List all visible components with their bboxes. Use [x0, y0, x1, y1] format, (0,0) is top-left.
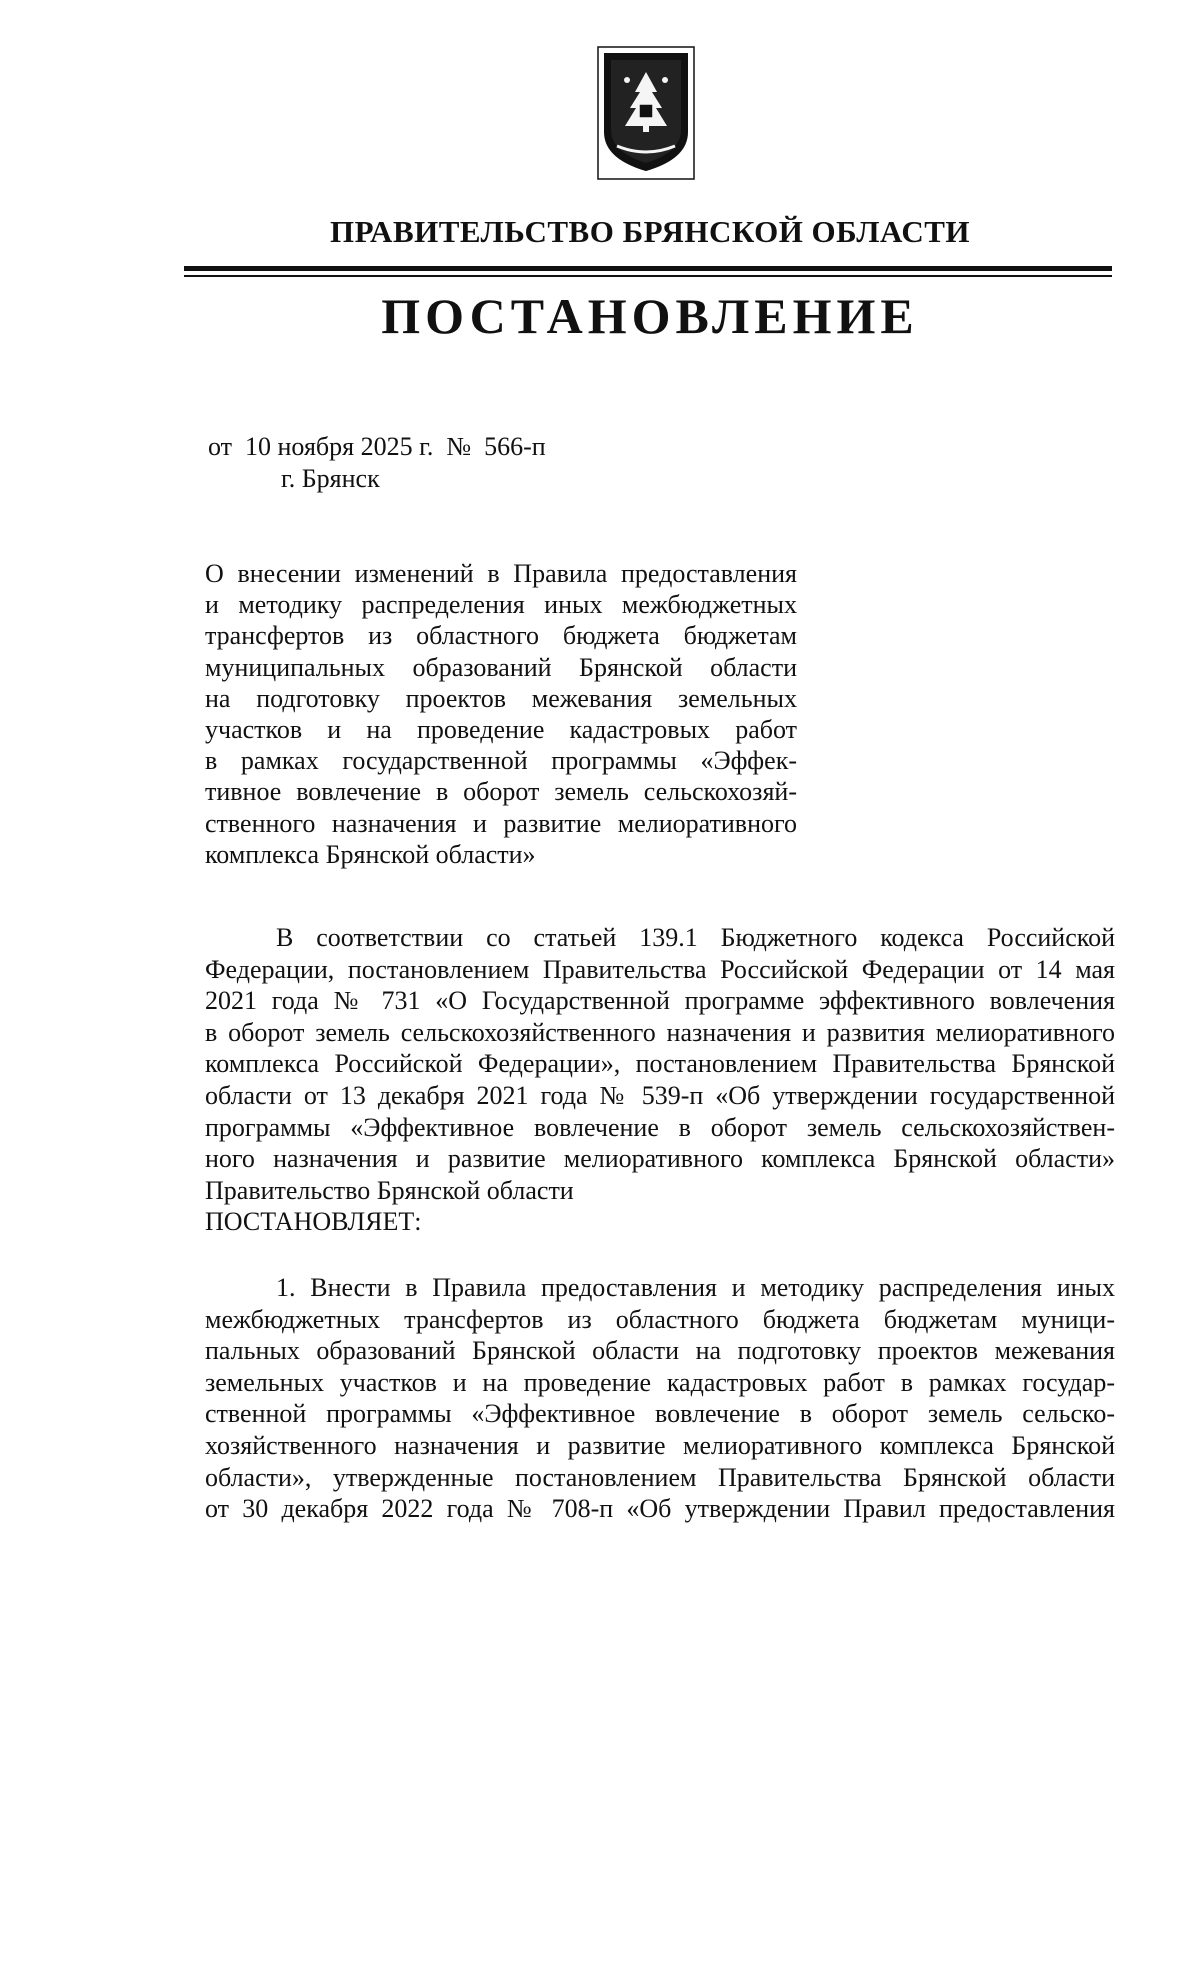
document-subject [205, 558, 797, 870]
body-line: Правительство Брянской области [205, 1175, 574, 1205]
body-line: от 30 декабря 2022 года № 708-п «Об утверждении Правил предоставления [205, 1494, 1115, 1524]
body-line: комплекса Российской Федерации», постановлением Правительства Брянской [205, 1049, 1115, 1079]
body-line: области», утвержденные постановлением Правительства Брянской области [205, 1462, 1115, 1492]
body-line: межбюджетных трансфертов из областного бюджета бюджетам муници- [205, 1304, 1115, 1334]
subject-line: ственного назначения и развитие мелиоративного [205, 808, 797, 838]
body-line: ного назначения и развитие мелиоративного комплекса Брянской области» [205, 1144, 1115, 1174]
subject-line: в рамках государственной программы «Эффек- [205, 746, 797, 776]
body-line: хозяйственного назначения и развитие мелиоративного комплекса Брянской [205, 1430, 1115, 1460]
resolves-heading: ПОСТАНОВЛЯЕТ: [205, 1207, 422, 1237]
preamble-paragraph [205, 922, 1115, 1238]
subject-line: участков и на проведение кадастровых работ [205, 715, 797, 745]
body-line: земельных участков и на проведение кадастровых работ в рамках государ- [205, 1367, 1115, 1397]
subject-line: и методику распределения иных межбюджетных [205, 590, 797, 620]
body-line: 1. Внести в Правила предоставления и методику распределения иных [276, 1273, 1115, 1302]
document-date-number: от 10 ноября 2025 г. № 566-п [208, 432, 546, 461]
document-city: г. Брянск [281, 464, 380, 493]
header-divider-thin [184, 275, 1112, 277]
body-line: ственной программы «Эффективное вовлечение в оборот земель сельско- [205, 1399, 1115, 1429]
body-line: пальных образований Брянской области на подготовку проектов межевания [205, 1336, 1115, 1366]
bryansk-coat-of-arms-icon [597, 46, 695, 180]
subject-line: на подготовку проектов межевания земельных [205, 683, 797, 713]
subject-line: комплекса Брянской области» [205, 839, 536, 869]
subject-line: муниципальных образований Брянской области [205, 652, 797, 682]
body-line: в оборот земель сельскохозяйственного назначения и развития мелиоративного [205, 1017, 1115, 1047]
body-line: 2021 года № 731 «О Государственной программе эффективного вовлечения [205, 986, 1115, 1016]
body-line: программы «Эффективное вовлечение в оборот земель сельскохозяйствен- [205, 1112, 1115, 1142]
header-divider-thick [184, 266, 1112, 271]
subject-line: тивное вовлечение в оборот земель сельскохозяй- [205, 777, 797, 807]
clause-1-paragraph [205, 1272, 1115, 1525]
subject-line: трансфертов из областного бюджета бюджетам [205, 621, 797, 651]
document-type-title: ПОСТАНОВЛЕНИЕ [381, 288, 919, 344]
organization-name: ПРАВИТЕЛЬСТВО БРЯНСКОЙ ОБЛАСТИ [329, 214, 971, 249]
body-line: области от 13 декабря 2021 года № 539-п «Об утверждении государственной [205, 1080, 1115, 1110]
body-line: В соответствии со статьей 139.1 Бюджетного кодекса Российской [276, 923, 1115, 952]
subject-line: О внесении изменений в Правила предоставления [205, 559, 797, 588]
body-line: Федерации, постановлением Правительства Российской Федерации от 14 мая [205, 954, 1115, 984]
